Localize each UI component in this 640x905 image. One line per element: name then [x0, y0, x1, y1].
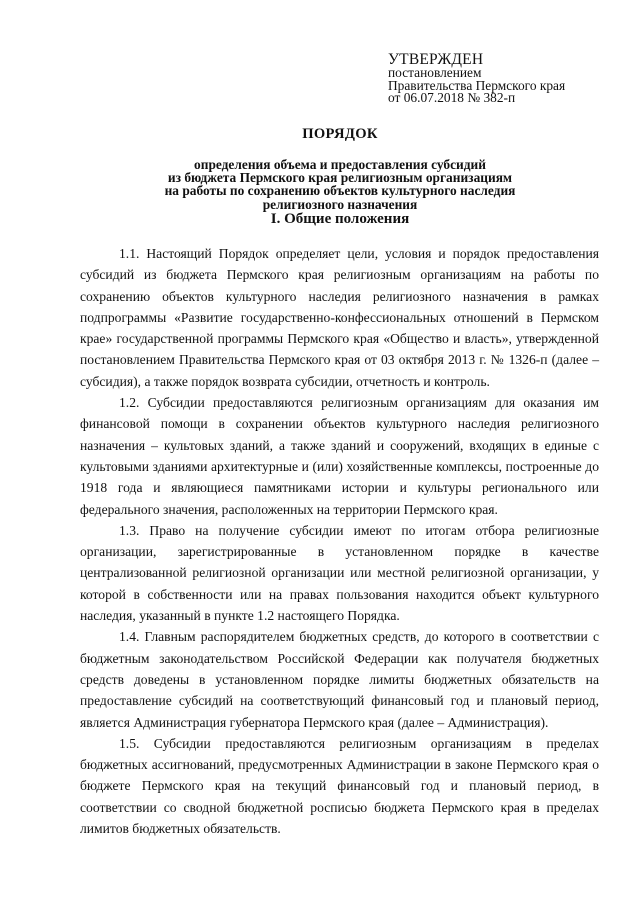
document-body	[80, 243, 599, 839]
subtitle-line-2: из бюджета Пермского края религиозным организациям	[167, 170, 513, 186]
document-subtitle	[60, 158, 620, 211]
approval-line-2: Правительства Пермского края	[388, 77, 566, 93]
approval-heading: УТВЕРЖДЕН	[388, 51, 484, 68]
approval-line-1: постановлением	[388, 65, 482, 80]
approval-stamp	[388, 52, 565, 105]
title-block	[60, 126, 620, 211]
paragraph-1-2: 1.2. Субсидии предоставляются религиозным организациям для оказания им финансовой помощи в сохранении объектов культурного наследия религиозного назначения – культовых зданий, а также зданий и сооружений, входящих в единые с культовыми зданиями архитектурные и (или) хозяйственные комплексы, построенные до 1918 года и являющиеся памятниками истории и культуры регионального или федерального значения, расположенных на территории Пермского края.	[80, 395, 599, 517]
section-heading: I. Общие положения	[270, 211, 410, 227]
paragraph-1-3: 1.3. Право на получение субсидии имеют по итогам отбора религиозные организации, зарегистрированные в установленном порядке в качестве централизованной религиозной организации или местной религиозной организации, у которой в собственности или на правах пользования находится объект культурного наследия, указанный в пункте 1.2 настоящего Порядка.	[80, 522, 599, 624]
subtitle-line-1: определения объема и предоставления субсидий	[194, 157, 486, 172]
paragraph-1-1: 1.1. Настоящий Порядок определяет цели, условия и порядок предоставления субсидий из бюджета Пермского края религиозным организациям на работы по сохранению объектов культурного наследия религиозного назначения в рамках подпрограммы «Развитие государственно-конфессиональных отношений в Пермском крае» государственной программы Пермского края «Общество и власть», утвержденной постановлением Правительства Пермского края от 03 октября 2013 г. № 1326-п (далее – субсидия), а также порядок возврата субсидии, отчетность и контроль.	[80, 246, 599, 389]
paragraph-1-5: 1.5. Субсидии предоставляются религиозным организациям в пределах бюджетных ассигнований, предусмотренных Администрации в законе Пермского края о бюджете Пермского края на текущий финансовый год и плановый период, в соответствии со сводной бюджетной росписью бюджета Пермского края в пределах лимитов бюджетных обязательств.	[80, 735, 599, 837]
approval-line-3: от 06.07.2018 № 382-п	[388, 90, 516, 105]
subtitle-line-3: на работы по сохранению объектов культурного наследия	[164, 183, 516, 199]
paragraph-1-4: 1.4. Главным распорядителем бюджетных средств, до которого в соответствии с бюджетным законодательством Российской Федерации как получателя бюджетных средств доведены в установленном порядке лимиты бюджетных обязательств на предоставление субсидий на соответствующий финансовый год и плановый период, является Администрация губернатора Пермского края (далее – Администрация).	[80, 629, 599, 730]
subtitle-line-4: религиозного назначения	[262, 196, 418, 212]
document-title: ПОРЯДОК	[302, 126, 378, 142]
